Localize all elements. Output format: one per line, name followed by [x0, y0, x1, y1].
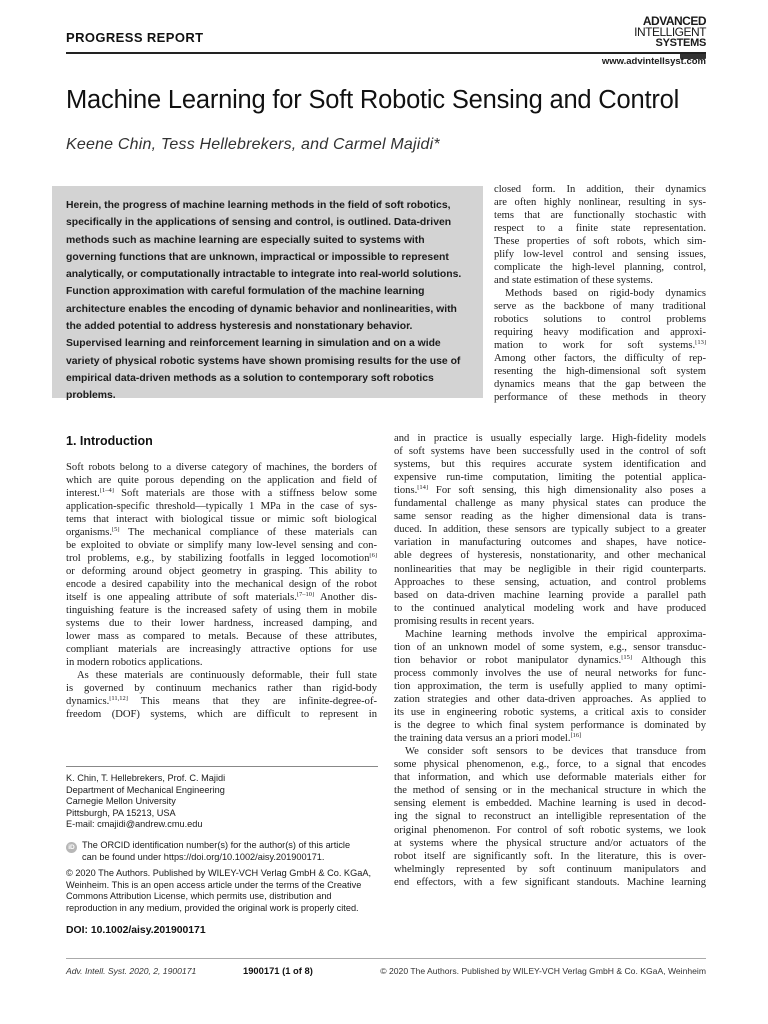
text-line: robot itself are significantly soft. In the literature, this is over- [394, 850, 706, 862]
note-line: Weinheim. This is an open access article under the terms of the Creative [66, 879, 362, 890]
text-line: lower mass as compared to metals. Because of these attributes, [66, 631, 377, 642]
text-line: and state estimation of these systems. [494, 275, 653, 286]
text-line: As these materials are continuously deformable, their full state [77, 670, 377, 681]
text-line: is the degree to which final system performance is dominated by [394, 720, 706, 732]
text-line: itself is one appealing attribute of soft materials.[7–10] Another dis- [66, 592, 377, 603]
text-line: Methods based on rigid-body dynamics [505, 288, 706, 299]
citation-ref[interactable]: [11,12] [109, 696, 128, 702]
note-line: can be found under https://doi.org/10.1002/aisy.201900171. [82, 851, 325, 862]
text-line: respect to a finite state representation. [494, 223, 706, 234]
text-line: systems due to their lower hardness, increased damping, and [66, 618, 377, 629]
text-line: and in practice is usually especially large. High-fidelity models [394, 433, 706, 444]
note-line: K. Chin, T. Hellebrekers, Prof. C. Majidi [66, 773, 226, 783]
text-line: the training data versus an a priori model.[16] [394, 732, 582, 745]
footer-page-number: 1900171 (1 of 8) [243, 965, 313, 976]
author-list: Keene Chin, Tess Hellebrekers, and Carmel Majidi* [66, 136, 440, 153]
logo-line-1: ADVANCED [642, 14, 706, 28]
note-line: Department of Mechanical Engineering [66, 784, 225, 795]
text-line: performance of these methods in theory [494, 392, 706, 403]
text-line: interest.[1–4] Soft materials are those with a stiffness below some [66, 488, 377, 499]
text-line: of soft systems have been successfully used in the control of soft [394, 446, 706, 458]
text-line: tions.[14] For soft sensing, this high dimensionality also poses a [394, 485, 706, 497]
note-line: E-mail: cmajidi@andrew.cmu.edu [66, 819, 203, 830]
text-line: sensing element is embedded. Machine learning is used in decod- [394, 798, 706, 810]
text-line: end effectors, with a few significant standouts. Machine learning [394, 876, 706, 888]
text-line: plify low-level control and sensing issues, [494, 249, 706, 260]
text-line: some physical phenomenon, e.g., force, to a signal that encodes [394, 759, 706, 771]
text-line: which are quite porous depending on the application and field of [66, 475, 377, 486]
text-line: or deforming around object geometry in grasping. This ability to [66, 566, 377, 577]
affiliation-divider [66, 766, 378, 767]
text-line: mation to work for soft systems.[13] [494, 340, 706, 351]
citation-ref[interactable]: [5] [112, 527, 120, 533]
text-line: robotics solutions to control problems [494, 314, 706, 325]
text-line: freedom (DOF) systems, which are difficult to represent in [66, 709, 377, 720]
text-line: nonlinearities that may be negligible in their rigid counterparts. [394, 563, 706, 575]
text-line: in modern robotics applications. [66, 657, 203, 668]
text-line: application-specific threshold—typically 1 MPa in the case of sys- [66, 501, 377, 512]
text-line: to the continued analytical modeling work and have produced [394, 602, 706, 614]
text-line: is governed by continuum mechanics rather than rigid-body [66, 683, 377, 694]
text-line: Approaches to these sensing, actuation, and control problems [394, 576, 706, 588]
text-line: trol problems, e.g., by stabilizing footfalls in legged locomotion[6] [66, 553, 377, 564]
citation-ref[interactable]: [13] [695, 340, 706, 346]
text-line: Soft robots belong to a diverse category of machines, the borders of [66, 462, 377, 473]
text-line: tion behavior or robot manipulator dynamics.[15] Although this [394, 654, 706, 666]
text-line: able degrees of hysteresis, nonstationarity, and other mechanical [394, 550, 706, 562]
citation-ref[interactable]: [7–10] [296, 592, 315, 598]
text-line: duced. In addition, these sensors are typically subject to a greater [394, 524, 706, 536]
doi-link[interactable]: DOI: 10.1002/aisy.201900171 [66, 925, 206, 936]
text-line: same sensor reading as the higher dimensional data is trans- [394, 511, 706, 523]
citation-ref[interactable]: [6] [369, 553, 377, 559]
text-line: Machine learning methods involve the empirical approxima- [405, 628, 706, 640]
text-line: We consider soft sensors to be devices that transduce from [405, 746, 706, 758]
logo-line-2: INTELLIGENT [634, 25, 706, 39]
text-line: promising results in recent years. [394, 615, 535, 627]
journal-url-link[interactable]: www.advintellsyst.com [601, 56, 706, 67]
text-line: tion of an unknown model of some system, e.g., sensor transduc- [394, 641, 706, 653]
text-line: serve as the backbone of many traditional [494, 301, 706, 312]
text-line: zation strategies and other data-driven approaches. As applied to [394, 694, 706, 705]
text-line: that information, and which use deformable materials either for [394, 772, 706, 784]
section-heading-introduction: 1. Introduction [66, 434, 153, 448]
text-line: tion approximation, the term is usefully applied to many optimi- [394, 680, 706, 692]
text-line: at systems where the physical structure and/or actuators of the [394, 837, 706, 849]
text-line: encode a desired capability into the mechanical design of the robot [66, 579, 377, 590]
text-line: systems, but this requires accurate system identification and [394, 459, 706, 471]
footer-divider [66, 958, 706, 959]
text-line: These properties of soft robots, which sim- [494, 236, 706, 247]
citation-ref[interactable]: [15] [621, 654, 633, 661]
text-line: dynamics means that the gap between the [494, 379, 706, 390]
note-line: © 2020 The Authors. Published by WILEY-VCH Verlag GmbH & Co. KGaA, [66, 868, 372, 878]
text-line: Among other factors, the difficulty of rep- [494, 353, 706, 364]
text-line: compliant materials are increasingly attractive options for use [66, 644, 377, 655]
logo-line-3: SYSTEMS [655, 37, 706, 49]
text-line: based on data-driven machine learning provide a parallel path [394, 589, 706, 601]
note-line: Commons Attribution License, which permits use, distribution and [66, 891, 332, 902]
abstract-text: Herein, the progress of machine learning methods in the field of soft robotics, specifically in the applications of sensing and control, is outlined. Data-driven methods such as machine learning are especially suited to systems with governing functions that are unknown, impractical or impossible to represent analytically, or computationally intractable to integrate into real-world solutions. Function approximation with careful formulation of the machine learning architecture enables the encoding of dynamic behavior and nonlinearities, with the added potential to address hysteresis and nonstationary behavior. Supervised learning and reinforcement learning in simulation and on a wide variety of physical robotic systems have shown promising results for the use of empirical data-driven methods as a solution to contemporary soft robotics problems. [66, 200, 462, 402]
text-line: resenting the high-dimensional soft system [494, 366, 706, 377]
text-line: ing the signal to reconstruct an intelligible representation of the [394, 811, 706, 823]
citation-ref[interactable]: [1–4] [99, 488, 114, 494]
orcid-icon[interactable]: iD [66, 842, 77, 853]
text-line: be exploited to obviate or simplify many low-level sensing and con- [66, 540, 377, 551]
text-line: organisms.[5] The mechanical compliance of these materials can [66, 527, 377, 538]
text-line: complicate the high-level planning, control, [494, 262, 706, 273]
text-line: whelmingly represented by soft continuum manipulators and [394, 863, 706, 875]
citation-ref[interactable]: [14] [417, 485, 429, 492]
text-line: tems that interact with biological tissue or mimic soft biological [66, 514, 377, 525]
text-line: process commonly involves the use of neural networks for func- [394, 667, 706, 679]
text-line: fundamental challenge as many physical states can produce the [394, 498, 706, 510]
footer-journal-citation: Adv. Intell. Syst. 2020, 2, 1900171 [66, 966, 197, 976]
text-line: the method of sensing or in the mechanical structure in which the [394, 785, 706, 797]
footer-copyright: © 2020 The Authors. Published by WILEY-VCH Verlag GmbH & Co. KGaA, Weinheim [380, 966, 706, 976]
text-line: requiring heavy modification and approxi- [494, 327, 706, 338]
citation-ref[interactable]: [16] [570, 732, 582, 740]
note-line: reproduction in any medium, provided the original work is properly cited. [66, 902, 359, 913]
text-line: tems that are functionally stochastic with [494, 210, 706, 221]
text-line: dynamics.[11,12] This means that they are infinite-degree-of- [66, 696, 377, 707]
note-line: Carnegie Mellon University [66, 796, 176, 807]
note-line: Pittsburgh, PA 15213, USA [66, 807, 176, 818]
text-line: tinguishing feature is the increased safety of using them in mobile [66, 605, 377, 616]
header-divider [66, 52, 706, 54]
text-line: expensive run-time computation, limiting the potential applica- [394, 472, 706, 484]
text-line: closed form. In addition, their dynamics [494, 184, 706, 195]
text-line: its use in engineering robotic systems, a critical axis to consider [394, 707, 706, 719]
note-line: The ORCID identification number(s) for the author(s) of this article [82, 840, 351, 850]
text-line: are often highly nonlinear, resulting in sys- [494, 197, 706, 208]
article-title: Machine Learning for Soft Robotic Sensing and Control [66, 86, 680, 114]
text-line: variation in manufacturing outcomes and shapes, have notice- [394, 537, 706, 549]
text-line: original phenomenon. For control of soft robotic systems, we look [394, 824, 706, 836]
section-label: PROGRESS REPORT [66, 30, 204, 45]
